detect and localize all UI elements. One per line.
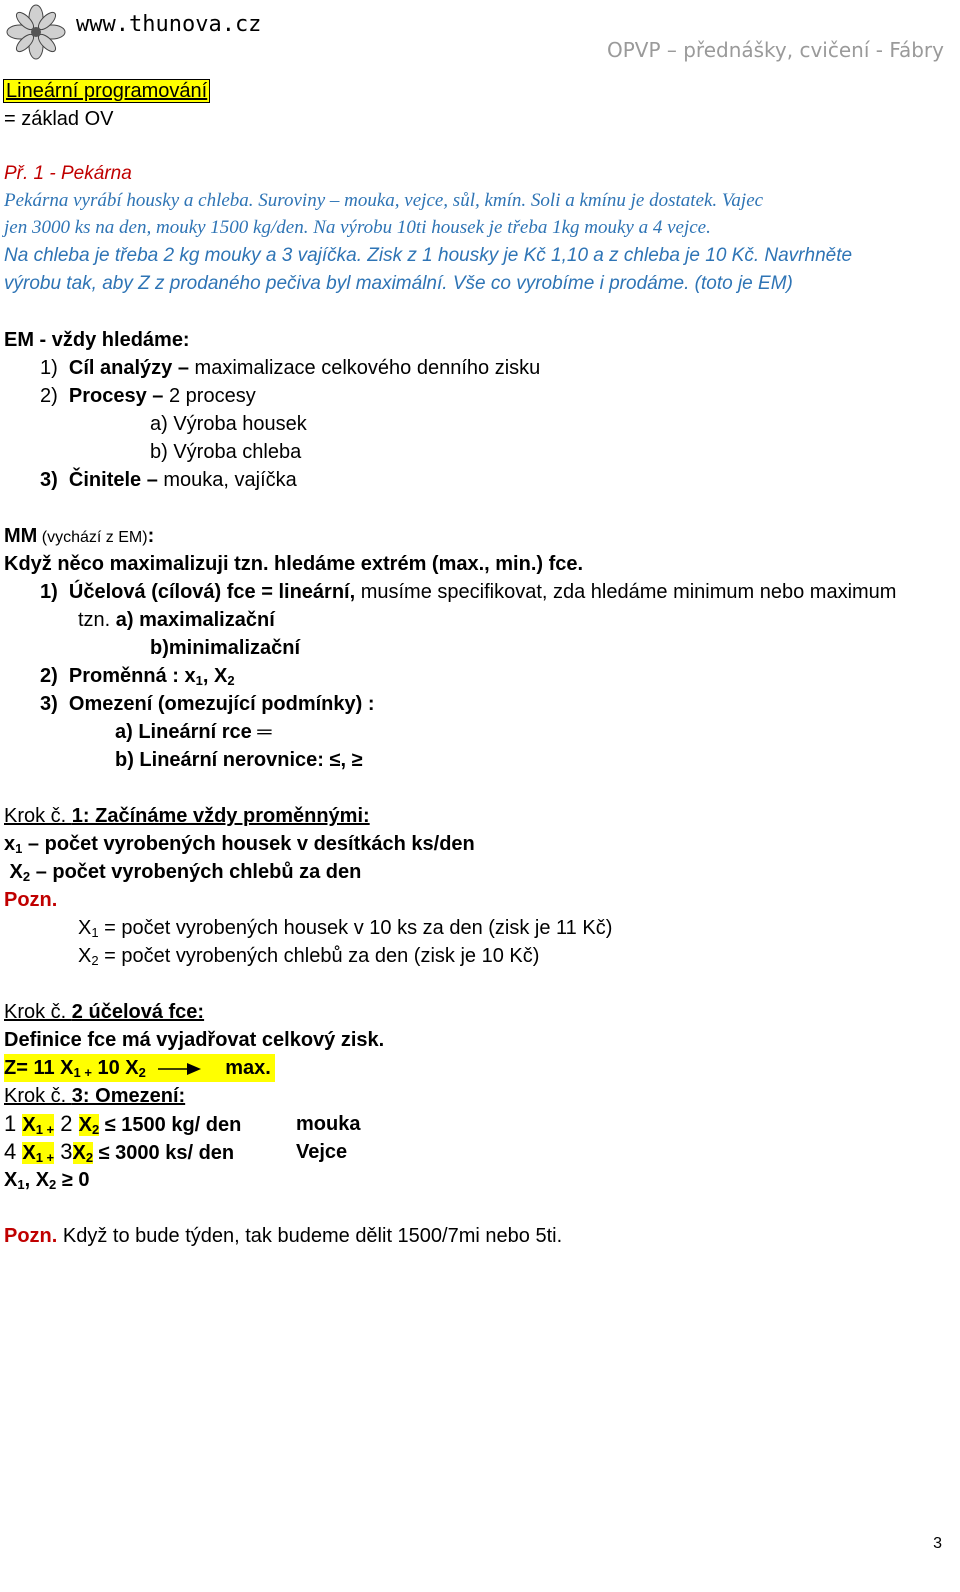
- em-item-1: [40, 354, 540, 382]
- em-item-2-rest: 2 procesy: [163, 385, 256, 407]
- mm-item-1-b: b)minimalizační: [150, 637, 301, 659]
- mm-heading-colon: :: [147, 525, 155, 547]
- krok3-heading-plain: Krok č.: [4, 1085, 72, 1107]
- page-number: 3: [933, 1535, 942, 1552]
- header-logo: [6, 4, 66, 60]
- krok1-note-1-desc: = počet vyrobených housek v 10 ks za den (zisk je 11 Kč): [98, 917, 613, 939]
- mm-line-2: Když něco maximalizuji tzn. hledáme extrém (max., min.) fce.: [4, 553, 584, 575]
- krok1-note-1-sub: 1: [91, 925, 99, 940]
- constraint-nonneg-rel: ≥ 0: [56, 1169, 90, 1191]
- krok1-x2: [4, 858, 361, 886]
- flower-logo-icon: [6, 4, 66, 60]
- krok1-heading-rest: 1: Začínáme vždy proměnnými:: [71, 805, 370, 827]
- constraint-eggs: [4, 1138, 234, 1167]
- mm-item-1-bold: Účelová (cílová) fce = lineární,: [68, 581, 356, 603]
- mm-item-1-cont: [78, 606, 275, 634]
- mm-item-1: [40, 578, 896, 606]
- constraint-flour-x2: $X_2$: [78, 1114, 100, 1137]
- constraint-flour-rel: ≤ 1500 kg/ den: [99, 1114, 242, 1136]
- constraint-eggs-coef2: 3: [54, 1139, 73, 1164]
- example-line-2: jen 3000 ks na den, mouky 1500 kg/den. Na výrobu 10ti housek je třeba 1kg mouky a 4 vejce.: [4, 217, 711, 238]
- constraint-eggs-coef1: 4: [4, 1139, 23, 1164]
- constraint-eggs-x2: $X_2$: [72, 1142, 94, 1165]
- constraint-nonneg: [4, 1166, 89, 1194]
- mm-item-1-cont-bold: a) maximalizační: [115, 609, 275, 631]
- title-box: [4, 77, 209, 105]
- constraint-nonneg-sub2: 2: [49, 1177, 57, 1192]
- subtitle: = základ OV: [4, 108, 114, 130]
- em-item-3-bold: Činitele –: [68, 469, 158, 491]
- krok1-x1-sub: 1: [15, 841, 23, 856]
- krok1-pozn: Pozn.: [4, 889, 58, 911]
- krok3-heading-rest: 3: Omezení:: [71, 1085, 186, 1107]
- example-heading: Př. 1 - Pekárna: [4, 163, 132, 184]
- mm-item-2-sub1: 1: [195, 673, 203, 688]
- mm-item-2-mid: , X: [202, 665, 228, 687]
- mm-item-3-text: Omezení (omezující podmínky) :: [68, 693, 375, 715]
- constraint-flour: [4, 1110, 241, 1139]
- krok2-definition: Definice fce má vyjadřovat celkový zisk.: [4, 1029, 385, 1051]
- constraint-eggs-x1: $X_{1 +}$: [22, 1142, 55, 1165]
- final-note-pozn: Pozn.: [4, 1225, 58, 1247]
- constraint-flour-coef2: 2: [54, 1111, 79, 1136]
- krok1-note-1-var: X: [78, 917, 92, 939]
- mm-item-2: [40, 662, 235, 690]
- example-line-1: Pekárna vyrábí housky a chleba. Suroviny – mouka, vejce, sůl, kmín. Soli a kmínu je dostatek. Vajec: [4, 190, 764, 211]
- em-item-2-bold: Procesy –: [68, 385, 164, 407]
- final-note: [4, 1222, 562, 1250]
- em-item-2-num: 2): [40, 385, 58, 407]
- objective-max: max.: [225, 1057, 271, 1079]
- constraint-nonneg-sub1: 1: [17, 1177, 25, 1192]
- objective-function: [4, 1054, 275, 1082]
- em-sub-a: a) Výroba housek: [150, 413, 307, 435]
- krok2-heading: [4, 998, 204, 1026]
- constraint-eggs-label: Vejce: [296, 1141, 348, 1163]
- constraint-eggs-rel: ≤ 3000 ks/ den: [93, 1142, 235, 1164]
- mm-item-1-num: 1): [40, 581, 58, 603]
- krok1-x1-desc: – počet vyrobených housek v desítkách ks/den: [22, 833, 475, 855]
- mm-item-3-num: 3): [40, 693, 58, 715]
- em-item-2: [40, 382, 256, 410]
- header-title: OPVP – přednášky, cvičení - Fábry: [606, 38, 944, 62]
- mm-sub-b: b) Lineární nerovnice: ≤, ≥: [115, 749, 363, 771]
- krok3-heading: [4, 1082, 185, 1110]
- mm-item-3: [40, 690, 375, 718]
- logo-text: www.thunova.cz: [76, 12, 262, 37]
- constraint-flour-x1: $X_{1 +}$: [22, 1114, 55, 1137]
- mm-item-2-sub2: 2: [227, 673, 235, 688]
- krok1-x2-var: X: [4, 861, 23, 883]
- krok2-objective: [4, 1054, 275, 1082]
- krok1-x2-desc: – počet vyrobených chlebů za den: [30, 861, 362, 883]
- mm-heading-bold: MM: [4, 525, 38, 547]
- objective-sub2: 2: [138, 1065, 146, 1080]
- objective-sub1: 1 +: [73, 1065, 92, 1080]
- em-heading: EM - vždy hledáme:: [4, 329, 190, 351]
- final-note-text: Když to bude týden, tak budeme dělit 1500/7mi nebo 5ti.: [57, 1225, 563, 1247]
- em-item-1-rest: maximalizace celkového denního zisku: [188, 357, 541, 379]
- constraint-flour-label: mouka: [296, 1113, 361, 1135]
- em-item-1-bold: Cíl analýzy –: [68, 357, 189, 379]
- em-item-1-num: 1): [40, 357, 58, 379]
- em-sub-b: b) Výroba chleba: [150, 441, 302, 463]
- mm-item-2-text: Proměnná : x: [68, 665, 196, 687]
- krok1-note-1: [78, 914, 612, 942]
- mm-heading: [4, 522, 154, 552]
- constraint-flour-coef1: 1: [4, 1111, 23, 1136]
- krok2-heading-rest: 2 účelová fce:: [71, 1001, 205, 1023]
- krok1-heading: [4, 802, 370, 830]
- mm-item-1-cont-plain: tzn.: [78, 609, 116, 631]
- objective-x2: 10 X: [91, 1057, 139, 1079]
- krok1-x2-sub: 2: [22, 869, 31, 884]
- example-line-3: Na chleba je třeba 2 kg mouky a 3 vajíčka. Zisk z 1 housky je Kč 1,10 a z chleba je 10 Kč. Navrhněte: [4, 245, 853, 266]
- krok1-heading-plain: Krok č.: [4, 805, 72, 827]
- em-item-3-num: 3): [40, 469, 58, 491]
- krok1-x1: [4, 830, 475, 858]
- krok1-note-2-desc: = počet vyrobených chlebů za den (zisk je 10 Kč): [98, 945, 540, 967]
- krok1-note-2-var: X: [78, 945, 92, 967]
- krok2-heading-plain: Krok č.: [4, 1001, 72, 1023]
- constraint-nonneg-x2: , X: [24, 1169, 50, 1191]
- krok1-note-2-sub: 2: [91, 953, 99, 968]
- page-title: Lineární programování: [6, 80, 208, 102]
- arrow-right-icon: [157, 1061, 203, 1077]
- em-item-3-rest: mouka, vajíčka: [157, 469, 297, 491]
- example-line-4: výrobu tak, aby Z z prodaného pečiva byl maximální. Vše co vyrobíme i prodáme. (toto je EM): [4, 273, 793, 294]
- mm-item-2-num: 2): [40, 665, 58, 687]
- mm-sub-a: a) Lineární rce ═: [115, 721, 272, 743]
- krok1-x1-var: x: [4, 833, 16, 855]
- objective-z: Z= 11 X: [4, 1057, 74, 1079]
- constraint-nonneg-x1: X: [4, 1169, 18, 1191]
- krok1-note-2: [78, 942, 539, 970]
- mm-heading-rest: (vychází z EM): [37, 529, 148, 546]
- mm-item-1-rest: musíme specifikovat, zda hledáme minimum nebo maximum: [355, 581, 897, 603]
- em-item-3: [40, 466, 297, 494]
